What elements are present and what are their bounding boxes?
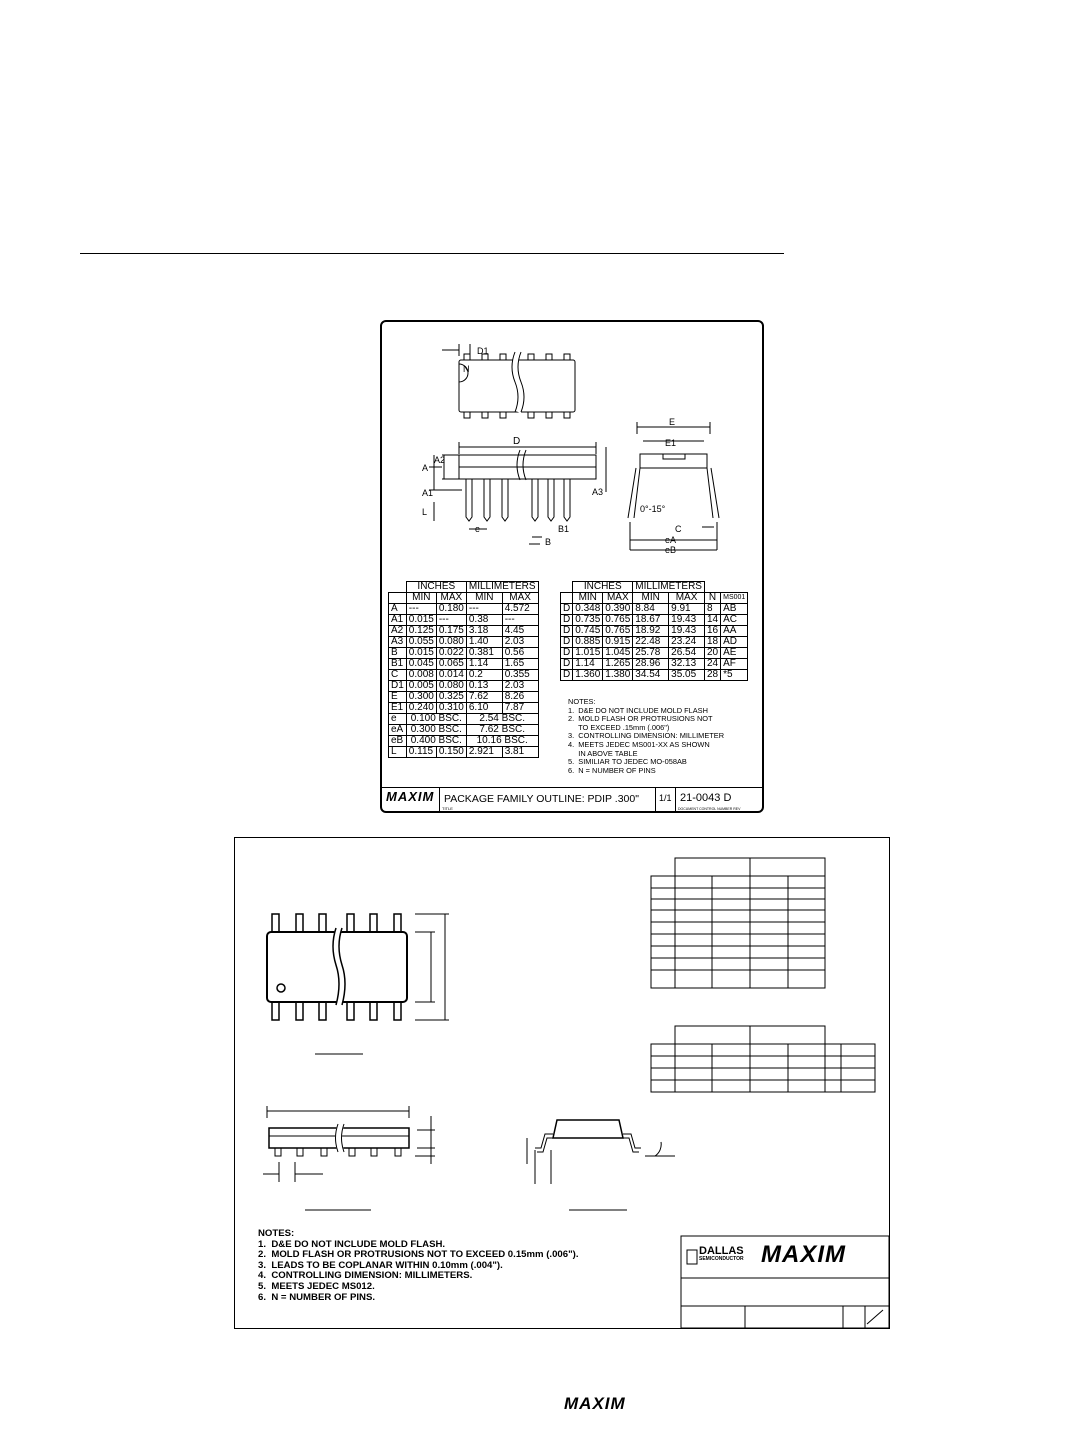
value-cell: 2.03 xyxy=(502,637,538,648)
value-cell: 35.05 xyxy=(669,670,705,681)
symbol-cell: E1 xyxy=(389,703,407,714)
soic-package-outline-panel xyxy=(234,837,890,1329)
symbol-cell: D xyxy=(561,615,573,626)
value-cell: 1.14 xyxy=(466,659,502,670)
value-cell: --- xyxy=(466,604,502,615)
table-header-row xyxy=(561,582,748,593)
header-millimeters: MILLIMETERS xyxy=(466,582,538,593)
value-cell: 0.38 xyxy=(466,615,502,626)
table-row xyxy=(561,648,748,659)
label-E1: E1 xyxy=(665,438,677,448)
pdip-dimension-table-left xyxy=(388,581,539,758)
symbol-cell: D xyxy=(561,626,573,637)
symbol-cell: D xyxy=(561,637,573,648)
label-E: E xyxy=(669,417,676,427)
label-eA: eA xyxy=(665,535,677,545)
value-cell: 9.91 xyxy=(669,604,705,615)
label-eB: eB xyxy=(665,545,677,555)
value-cell: 26.54 xyxy=(669,648,705,659)
subheader-cell: MAX xyxy=(669,593,705,604)
value-cell: AB xyxy=(721,604,748,615)
value-cell: 0.56 xyxy=(502,648,538,659)
value-cell: AC xyxy=(721,615,748,626)
symbol-cell: A2 xyxy=(389,626,407,637)
symbol-cell: D xyxy=(561,659,573,670)
value-cell: 0.015 xyxy=(406,648,436,659)
label-e-pitch: e xyxy=(475,524,481,534)
value-cell: 0.381 xyxy=(466,648,502,659)
value-cell: AD xyxy=(721,637,748,648)
table-row xyxy=(389,670,539,681)
symbol-cell: L xyxy=(389,747,407,758)
pdip-title-logo-cell xyxy=(382,788,440,812)
value-cell: 0.885 xyxy=(573,637,603,648)
rev-caption: REV xyxy=(733,807,741,811)
table-subheader-row xyxy=(561,593,748,604)
symbol-cell: D1 xyxy=(389,681,407,692)
label-l: L xyxy=(422,507,428,517)
symbol-cell: C xyxy=(389,670,407,681)
value-cell: 0.055 xyxy=(406,637,436,648)
pdip-notes: NOTES: 1. D&E DO NOT INCLUDE MOLD FLASH 2. MOLD FLASH OR PROTRUSIONS NOT TO EXCEED .15mm (.006") 3. CONTROLLING DIMENSION: MILLIMETER 4. MEETS JEDEC MS001-XX AS SHOWN IN ABOVE TABLE 5. SIMILIAR TO JEDEC MO-058AB 6. N = NUMBER OF PINS xyxy=(568,697,725,775)
value-cell: 0.390 xyxy=(603,604,633,615)
symbol-cell: E xyxy=(389,692,407,703)
package-title: PACKAGE FAMILY OUTLINE: PDIP .300" xyxy=(444,793,639,805)
value-cell: 0.915 xyxy=(603,637,633,648)
value-cell: --- xyxy=(502,615,538,626)
value-cell: 0.240 xyxy=(406,703,436,714)
value-cell: 25.78 xyxy=(633,648,669,659)
value-cell: 1.265 xyxy=(603,659,633,670)
table-header-row xyxy=(389,582,539,593)
subheader-cell: N xyxy=(704,593,720,604)
value-cell: 14 xyxy=(704,615,720,626)
subheader-cell: MS001 xyxy=(721,593,748,604)
value-cell: 0.125 xyxy=(406,626,436,637)
header-millimeters: MILLIMETERS xyxy=(633,582,705,593)
subheader-cell: MIN xyxy=(406,593,436,604)
table-row xyxy=(561,604,748,615)
value-cell: 3.18 xyxy=(466,626,502,637)
soic-maxim-logo: MAXIM xyxy=(761,1241,846,1268)
value-cell: 20 xyxy=(704,648,720,659)
value-cell: 7.87 xyxy=(502,703,538,714)
value-cell: 18.92 xyxy=(633,626,669,637)
table-row xyxy=(561,637,748,648)
value-cell: 18 xyxy=(704,637,720,648)
value-cell: AE xyxy=(721,648,748,659)
value-cell: --- xyxy=(436,615,466,626)
value-cell: 28 xyxy=(704,670,720,681)
value-cell: 0.180 xyxy=(436,604,466,615)
value-cell: 0.355 xyxy=(502,670,538,681)
label-b: B xyxy=(545,537,552,547)
label-a: A xyxy=(422,463,429,473)
table-row xyxy=(561,626,748,637)
table-row xyxy=(389,714,539,725)
value-cell: 0.008 xyxy=(406,670,436,681)
soic-dimension-table-top xyxy=(651,858,825,988)
value-cell: 8 xyxy=(704,604,720,615)
subheader-cell: MAX xyxy=(603,593,633,604)
table-row xyxy=(389,626,539,637)
value-cell: 0.348 xyxy=(573,604,603,615)
pdip-title-block xyxy=(382,787,762,812)
value-cell: 7.62 xyxy=(466,692,502,703)
value-cell: 2.921 xyxy=(466,747,502,758)
value-cell: 1.045 xyxy=(603,648,633,659)
value-cell: 0.115 xyxy=(406,747,436,758)
pdip-top-view xyxy=(442,344,575,418)
value-cell: 0.325 xyxy=(436,692,466,703)
table-corner-cell xyxy=(561,593,573,604)
symbol-cell: D xyxy=(561,670,573,681)
value-cell: 0.300 xyxy=(406,692,436,703)
value-cell: AF xyxy=(721,659,748,670)
symbol-cell: A xyxy=(389,604,407,615)
table-row xyxy=(389,604,539,615)
table-row xyxy=(389,648,539,659)
soic-side-view xyxy=(263,1106,435,1210)
value-cell: --- xyxy=(406,604,436,615)
label-d1: D1 xyxy=(477,346,489,356)
soic-end-view xyxy=(527,1120,675,1210)
table-row xyxy=(389,637,539,648)
subheader-cell: MIN xyxy=(633,593,669,604)
table-corner-cell xyxy=(389,593,407,604)
value-cell: 0.2 xyxy=(466,670,502,681)
table-row xyxy=(561,659,748,670)
value-cell: AA xyxy=(721,626,748,637)
header-inches: INCHES xyxy=(406,582,466,593)
dallas-logo-subtext: SEMICONDUCTOR xyxy=(699,1256,744,1262)
value-cell: 8.84 xyxy=(633,604,669,615)
dallas-logo xyxy=(699,1246,744,1262)
symbol-cell: A3 xyxy=(389,637,407,648)
value-cell: 19.43 xyxy=(669,626,705,637)
label-angle: 0°-15° xyxy=(640,504,666,514)
value-cell: 22.48 xyxy=(633,637,669,648)
document-control-number: 21-0043 xyxy=(680,792,721,804)
header-rule xyxy=(80,253,784,254)
table-corner-cell xyxy=(389,582,407,593)
value-cell: 23.24 xyxy=(669,637,705,648)
label-d: D xyxy=(513,436,521,447)
table-row xyxy=(389,725,539,736)
value-cell: 28.96 xyxy=(633,659,669,670)
value-cell: 2.54 BSC. xyxy=(466,714,538,725)
soic-notes: NOTES: 1. D&E DO NOT INCLUDE MOLD FLASH. 2. MOLD FLASH OR PROTRUSIONS NOT TO EXCEED 0.15mm (.006"). 3. LEADS TO BE COPLANAR WITHIN 0.10mm (.004"). 4. CONTROLLING DIMENSION: MILLIMETERS. 5. MEETS JEDEC MS012. 6. N = NUMBER OF PINS. xyxy=(258,1228,579,1303)
value-cell: 0.765 xyxy=(603,615,633,626)
label-a1: A1 xyxy=(422,488,434,498)
value-cell: 3.81 xyxy=(502,747,538,758)
value-cell: 2.03 xyxy=(502,681,538,692)
label-c: C xyxy=(675,524,682,534)
symbol-cell: e xyxy=(389,714,407,725)
value-cell: *5 xyxy=(721,670,748,681)
soic-dimension-table-bottom xyxy=(651,1026,875,1092)
value-cell: 0.065 xyxy=(436,659,466,670)
pdip-package-outline-panel xyxy=(380,320,764,813)
header-inches: INCHES xyxy=(573,582,633,593)
revision: D xyxy=(723,792,732,804)
value-cell: 1.015 xyxy=(573,648,603,659)
value-cell: 4.572 xyxy=(502,604,538,615)
value-cell: 24 xyxy=(704,659,720,670)
value-cell: 1.40 xyxy=(466,637,502,648)
label-n: N xyxy=(463,364,470,374)
value-cell: 1.360 xyxy=(573,670,603,681)
value-cell: 0.175 xyxy=(436,626,466,637)
subheader-cell: MIN xyxy=(573,593,603,604)
table-row xyxy=(389,736,539,747)
value-cell: 32.13 xyxy=(669,659,705,670)
value-cell: 1.65 xyxy=(502,659,538,670)
label-a3: A3 xyxy=(592,487,604,497)
value-cell: 1.14 xyxy=(573,659,603,670)
value-cell: 0.745 xyxy=(573,626,603,637)
symbol-cell: B xyxy=(389,648,407,659)
value-cell: 4.45 xyxy=(502,626,538,637)
pdip-side-view xyxy=(429,442,606,544)
symbol-cell: A1 xyxy=(389,615,407,626)
table-row xyxy=(389,747,539,758)
dallas-logo-text: DALLAS xyxy=(699,1245,744,1257)
value-cell: 8.26 xyxy=(502,692,538,703)
pdip-dimension-table-right xyxy=(560,581,748,681)
table-blank-cell xyxy=(704,582,747,593)
value-cell: 0.080 xyxy=(436,637,466,648)
sheet-number: 1/1 xyxy=(659,793,672,803)
table-row xyxy=(389,659,539,670)
footer-maxim-logo: MAXIM xyxy=(564,1394,626,1413)
value-cell: 0.014 xyxy=(436,670,466,681)
pdip-sheet-cell xyxy=(656,788,676,812)
table-subheader-row xyxy=(389,593,539,604)
symbol-cell: D xyxy=(561,648,573,659)
value-cell: 19.43 xyxy=(669,615,705,626)
table-row xyxy=(389,703,539,714)
value-cell: 0.13 xyxy=(466,681,502,692)
table-row xyxy=(561,670,748,681)
value-cell: 34.54 xyxy=(633,670,669,681)
value-cell: 0.150 xyxy=(436,747,466,758)
value-cell: 0.300 BSC. xyxy=(406,725,466,736)
label-b1: B1 xyxy=(558,524,570,534)
table-row xyxy=(389,681,539,692)
value-cell: 0.100 BSC. xyxy=(406,714,466,725)
value-cell: 18.67 xyxy=(633,615,669,626)
value-cell: 16 xyxy=(704,626,720,637)
value-cell: 0.015 xyxy=(406,615,436,626)
value-cell: 0.400 BSC. xyxy=(406,736,466,747)
subheader-cell: MIN xyxy=(466,593,502,604)
symbol-cell: D xyxy=(561,604,573,615)
value-cell: 0.005 xyxy=(406,681,436,692)
value-cell: 0.080 xyxy=(436,681,466,692)
value-cell: 0.022 xyxy=(436,648,466,659)
title-caption: TITLE xyxy=(442,806,453,811)
value-cell: 10.16 BSC. xyxy=(466,736,538,747)
symbol-cell: eA xyxy=(389,725,407,736)
doc-number-caption: DOCUMENT CONTROL NUMBER xyxy=(678,807,733,811)
subheader-cell: MAX xyxy=(436,593,466,604)
label-a2: A2 xyxy=(434,455,446,465)
table-row xyxy=(389,615,539,626)
value-cell: 0.765 xyxy=(603,626,633,637)
value-cell: 0.735 xyxy=(573,615,603,626)
value-cell: 0.045 xyxy=(406,659,436,670)
table-corner-cell xyxy=(561,582,573,593)
value-cell: 1.380 xyxy=(603,670,633,681)
value-cell: 6.10 xyxy=(466,703,502,714)
value-cell: 0.310 xyxy=(436,703,466,714)
symbol-cell: B1 xyxy=(389,659,407,670)
subheader-cell: MAX xyxy=(502,593,538,604)
value-cell: 7.62 BSC. xyxy=(466,725,538,736)
pdip-title-cell xyxy=(440,788,656,812)
table-row xyxy=(389,692,539,703)
maxim-logo: MAXIM xyxy=(386,789,435,804)
pdip-docnum-cell xyxy=(676,788,762,812)
soic-top-view xyxy=(267,914,449,1054)
table-row xyxy=(561,615,748,626)
symbol-cell: eB xyxy=(389,736,407,747)
